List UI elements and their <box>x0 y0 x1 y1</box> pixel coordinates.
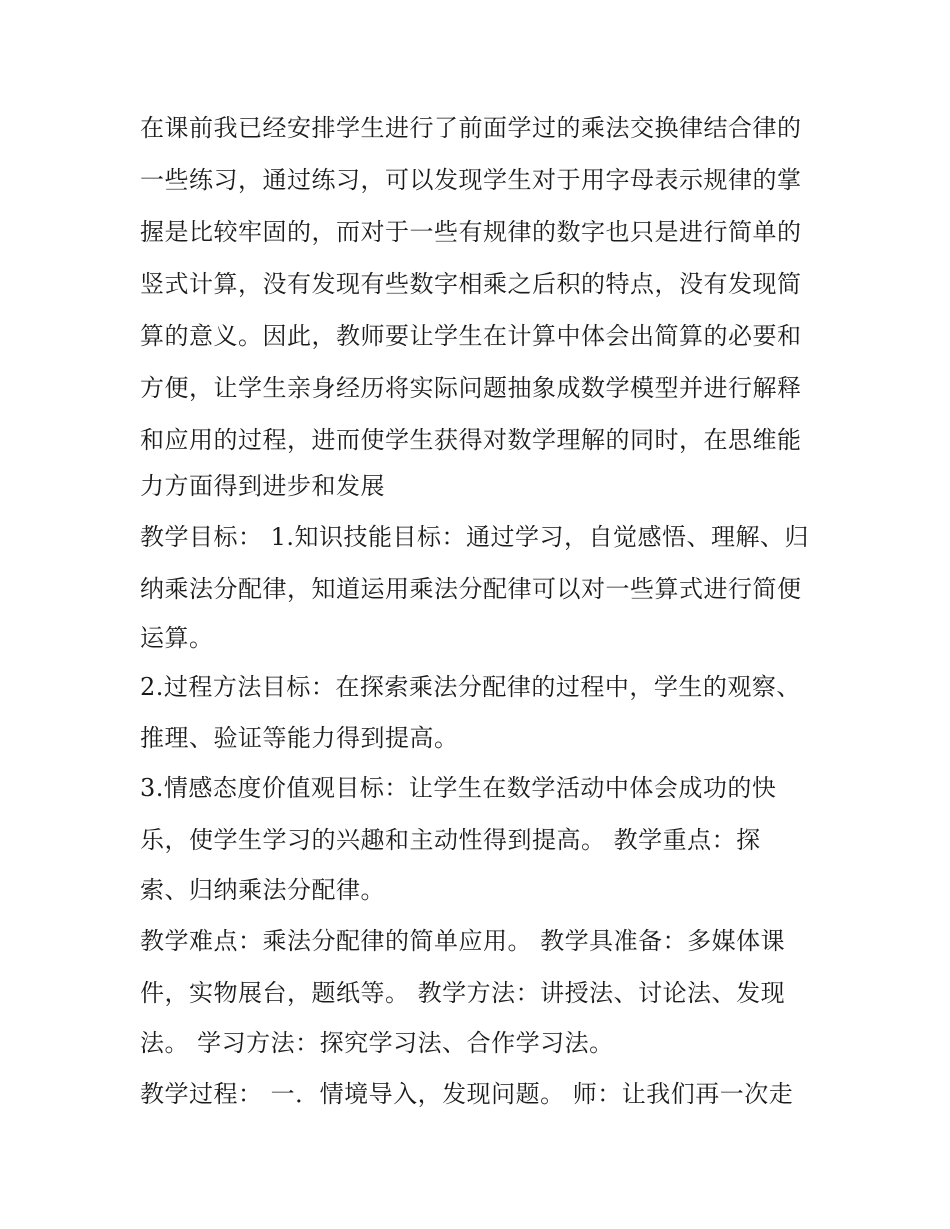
text-line-8: 力方面得到进步和发展 <box>140 472 385 500</box>
text-line-17: 教学难点：乘法分配律的简单应用。 教学具准备：多媒体课 <box>140 927 786 955</box>
text-line-5: 算的意义。因此，教师要让学生在计算中体会出简算的必要和 <box>140 322 802 350</box>
text-line-2: 一些练习，通过练习，可以发现学生对于用字母表示规律的掌 <box>140 166 802 194</box>
text-line-6: 方便，让学生亲身经历将实际问题抽象成数学模型并进行解释 <box>140 374 802 402</box>
text-line-19: 法。 学习方法：探究学习法、合作学习法。 <box>140 1029 614 1057</box>
text-line-13: 推理、验证等能力得到提高。 <box>140 724 459 752</box>
text-line-20: 教学过程： 一．情境导入，发现问题。 师：让我们再一次走 <box>140 1080 794 1108</box>
text-line-12: 2.过程方法目标：在探索乘法分配律的过程中，学生的观察、 <box>140 673 801 701</box>
text-line-18: 件，实物展台，题纸等。 教学方法：讲授法、讨论法、发现 <box>140 979 786 1007</box>
text-line-4: 竖式计算，没有发现有些数字相乘之后积的特点，没有发现简 <box>140 270 802 298</box>
text-line-14: 3.情感态度价值观目标：让学生在数学活动中体会成功的快 <box>140 774 777 802</box>
text-line-11: 运算。 <box>140 624 214 652</box>
text-line-9: 教学目标： 1.知识技能目标：通过学习，自觉感悟、理解、归 <box>140 523 810 551</box>
text-line-7: 和应用的过程，进而使学生获得对数学理解的同时，在思维能 <box>140 426 802 454</box>
text-line-16: 索、归纳乘法分配律。 <box>140 876 385 904</box>
text-line-1: 在课前我已经安排学生进行了前面学过的乘法交换律结合律的 <box>140 114 802 142</box>
text-line-10: 纳乘法分配律，知道运用乘法分配律可以对一些算式进行简便 <box>140 575 802 603</box>
text-line-3: 握是比较牢固的，而对于一些有规律的数字也只是进行简单的 <box>140 218 802 246</box>
text-line-15: 乐，使学生学习的兴趣和主动性得到提高。 教学重点：探 <box>140 826 761 854</box>
